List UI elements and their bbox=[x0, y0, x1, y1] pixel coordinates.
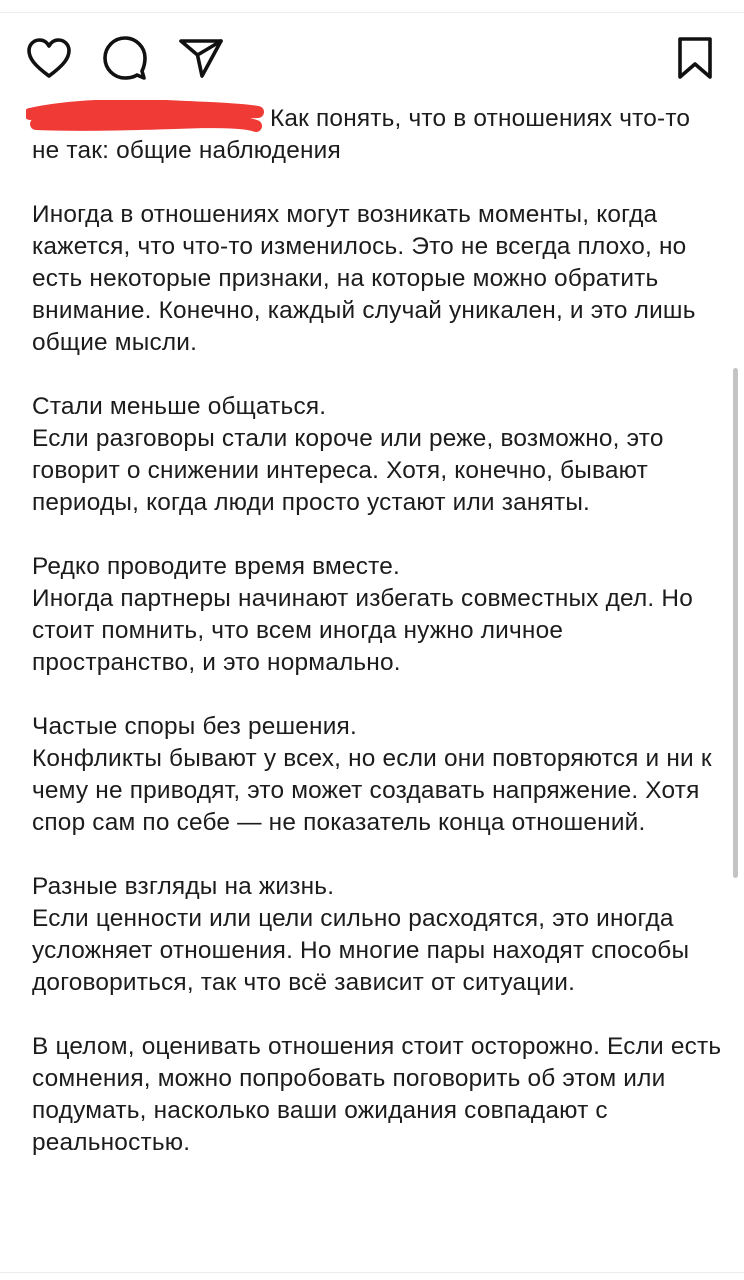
section-heading: Редко проводите время вместе. bbox=[32, 553, 400, 580]
section-body: Конфликты бывают у всех, но если они повторяются и ни к чему не приводят, это может создавать напряжение. Хотя спор сам по себе — не показатель конца отношений. bbox=[32, 745, 712, 836]
bottom-divider bbox=[0, 1272, 744, 1273]
comment-icon bbox=[102, 35, 148, 81]
section-heading: Разные взгляды на жизнь. bbox=[32, 873, 335, 900]
post-action-bar bbox=[0, 34, 744, 84]
save-button[interactable] bbox=[671, 34, 719, 82]
redaction-scribble bbox=[26, 100, 264, 134]
username-redacted[interactable] bbox=[32, 104, 264, 130]
post-caption bbox=[32, 103, 722, 1159]
section-heading: Частые споры без решения. bbox=[32, 713, 357, 740]
caption-first-line: ame Как понять, что в отношениях что-то не так: общие наблюдения bbox=[32, 103, 722, 167]
section-heading: Стали меньше общаться. bbox=[32, 393, 327, 420]
share-button[interactable] bbox=[177, 34, 225, 82]
top-divider bbox=[0, 0, 744, 13]
heart-icon bbox=[26, 37, 72, 79]
section-body: Если разговоры стали короче или реже, возможно, это говорит о снижении интереса. Хотя, конечно, бывают периоды, когда люди просто устают или заняты. bbox=[32, 425, 664, 516]
send-icon bbox=[178, 37, 224, 79]
scrollbar-thumb[interactable] bbox=[733, 368, 738, 878]
like-button[interactable] bbox=[25, 34, 73, 82]
username-ghost-text: ame bbox=[152, 103, 196, 128]
caption-intro: Иногда в отношениях могут возникать моменты, когда кажется, что что-то изменилось. Это не всегда плохо, но есть некоторые признаки, на которые можно обратить внимание. Конечно, каждый случай уникален, и это лишь общие мысли. bbox=[32, 201, 696, 356]
section-body: Если ценности или цели сильно расходятся, это иногда усложняет отношения. Но многие пары находят способы договориться, так что всё зависит от ситуации. bbox=[32, 905, 690, 996]
caption-conclusion: В целом, оценивать отношения стоит осторожно. Если есть сомнения, можно попробовать поговорить об этом или подумать, насколько ваши ожидания совпадают с реальностью. bbox=[32, 1033, 722, 1156]
comment-button[interactable] bbox=[101, 34, 149, 82]
section-body: Иногда партнеры начинают избегать совместных дел. Но стоит помнить, что всем иногда нужно личное пространство, и это нормально. bbox=[32, 585, 693, 676]
bookmark-icon bbox=[676, 36, 714, 80]
